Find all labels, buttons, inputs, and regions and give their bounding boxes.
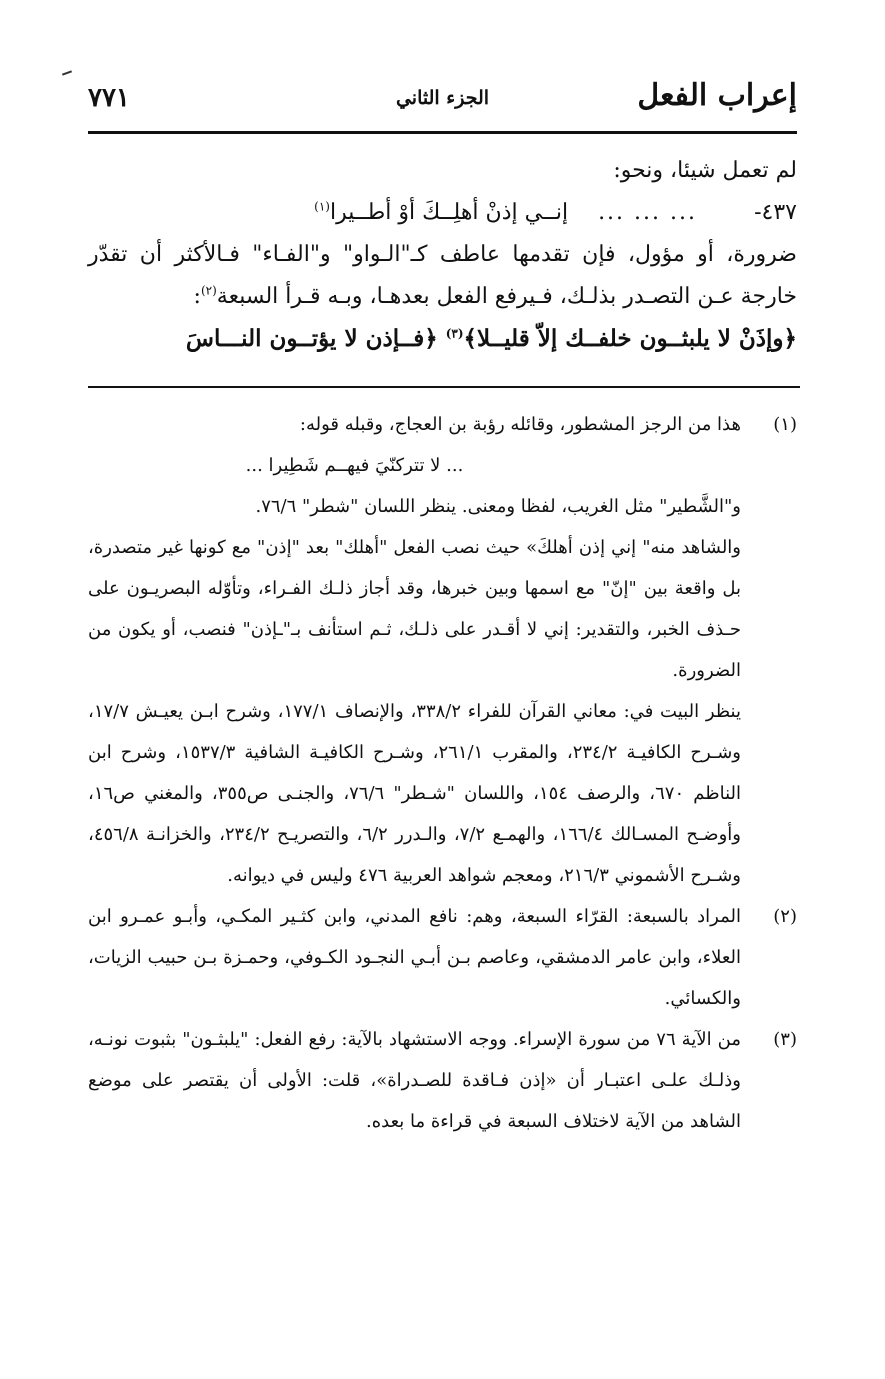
footnote-rule	[88, 386, 800, 388]
part-label: الجزء الثاني	[395, 87, 490, 109]
poem-line: ... لا تتركنّيَ فيهــم شَطِيرا ...	[245, 455, 464, 476]
quran-quote-2: ﴿فــإذن لا يؤتــون النـــاسَ	[185, 325, 438, 352]
footnote-para: و"الشَّطير" مثل الغريب، لفظا ومعنى. ينظر اللسان "شطر" ٧٦/٦.	[255, 496, 741, 517]
footnote-para: من الآية ٧٦ من سورة الإسراء. ووجه الاستشهاد بالآية: رفع الفعل: "يلبثـون" بثبوت نونـه، وذلـك علـى اعتبـار أن «إذن فـاقدة للصـدراة»، قلت: الأولى أن يقتصر على موضع الشاهد من الآية لاختلاف السبعة في قراءة ما بعده.	[88, 1029, 742, 1132]
header-rule	[88, 131, 797, 134]
verse-text: إنــي إذنْ أهلِــكَ أوْ أطــيرا	[329, 200, 569, 225]
footnote-number: (١)	[773, 414, 797, 435]
footnote-ref: (٣)	[445, 326, 464, 341]
footnote-para: والشاهد منه" إني إذن أهلكَ» حيث نصب الفعل "أهلك" بعد "إذن" مع كونها غير متصدرة، بل واقعة بين "إنّ" مع اسمها وبين خبرها، وقد أجاز ذلـك الفـراء، وتأوّله البصريـون على حـذف الخبر، والتقدير: إني لا أقـدر على ذلـك، ثـم استأنف بـ"ـإذن" فنصب، أو يكون من الضرورة.	[88, 537, 741, 681]
paragraph	[88, 234, 797, 318]
footnote-ref: (٢)	[200, 283, 217, 298]
footnote-para: ينظر البيت في: معاني القرآن للفراء ٣٣٨/٢، والإنصاف ١٧٧/١، وشرح ابـن يعيـش ١٧/٧، وشـرح الكافيـة ٢٣٤/٢، والمقرب ٢٦١/١، وشـرح الكافيـة الشافية ١٥٣٧/٣، وشرح ابن الناظم ٦٧٠، والرصف ١٥٤، واللسان "شـطر" ٧٦/٦، والجنـى ص٣٥٥، والمغني ص١٦، وأوضـح المسـالك ١٦٦/٤، والهمـع ٧/٢، والـدرر ٦/٢، والتصريـح ٢٣٤/٢، والخزانـة ٤٥٦/٨، وشـرح الأشموني ٢١٦/٣، ومعجم شواهد العربية ٤٧٦ وليس في ديوانه.	[88, 701, 741, 886]
footnote-3	[88, 1019, 797, 1142]
verse-dots: ... ... ...	[598, 200, 697, 225]
footnote-para: هذا من الرجز المشطور، وقائله رؤبة بن العجاج، وقبله قوله:	[299, 414, 741, 435]
paragraph-end: :	[193, 284, 201, 309]
footnote-body	[88, 404, 741, 896]
verse-line	[88, 192, 797, 234]
footnote-1	[88, 404, 797, 896]
footnotes	[88, 404, 797, 1142]
chapter-title: إعراب الفعل	[637, 78, 797, 113]
paragraph-text: ضرورة، أو مؤول، فإن تقدمها عاطف كـ"الـواو" و"الفـاء" فـالأكثر أن تقدّر خارجة عـن التصـدر بذلـك، فـيرفع الفعل بعدهـا، وبـه قـرأ السبعة	[88, 242, 797, 309]
footnote-number: (٣)	[773, 1029, 797, 1050]
page-header	[88, 74, 797, 124]
scan-mark	[62, 70, 72, 75]
footnote-body	[88, 1019, 741, 1142]
page-number: ٧٧١	[88, 83, 130, 113]
text-line: لم تعمل شيئا، ونحو:	[613, 158, 797, 183]
main-text	[88, 150, 797, 360]
verse-text-wrap	[88, 192, 568, 234]
footnote-2	[88, 896, 797, 1019]
footnote-number: (٢)	[773, 906, 797, 927]
quran-quote-1: ﴿وإذَنْ لا يلبثــون خلفــك إلاّ قليــلا﴾	[463, 325, 797, 352]
footnote-body	[88, 896, 741, 1019]
verse-number: ٤٣٧-	[754, 200, 797, 225]
footnote-ref: (١)	[314, 199, 330, 214]
quran-quote	[88, 318, 797, 360]
footnote-para: المراد بالسبعة: القرّاء السبعة، وهم: نافع المدني، وابن كثـير المكـي، وأبـو عمـرو ابن العلاء، وابن عامر الدمشقي، وعاصم بـن أبـي النجـود الكـوفي، وحمـزة بـن حبيب الزيات، والكسائي.	[88, 906, 741, 1009]
